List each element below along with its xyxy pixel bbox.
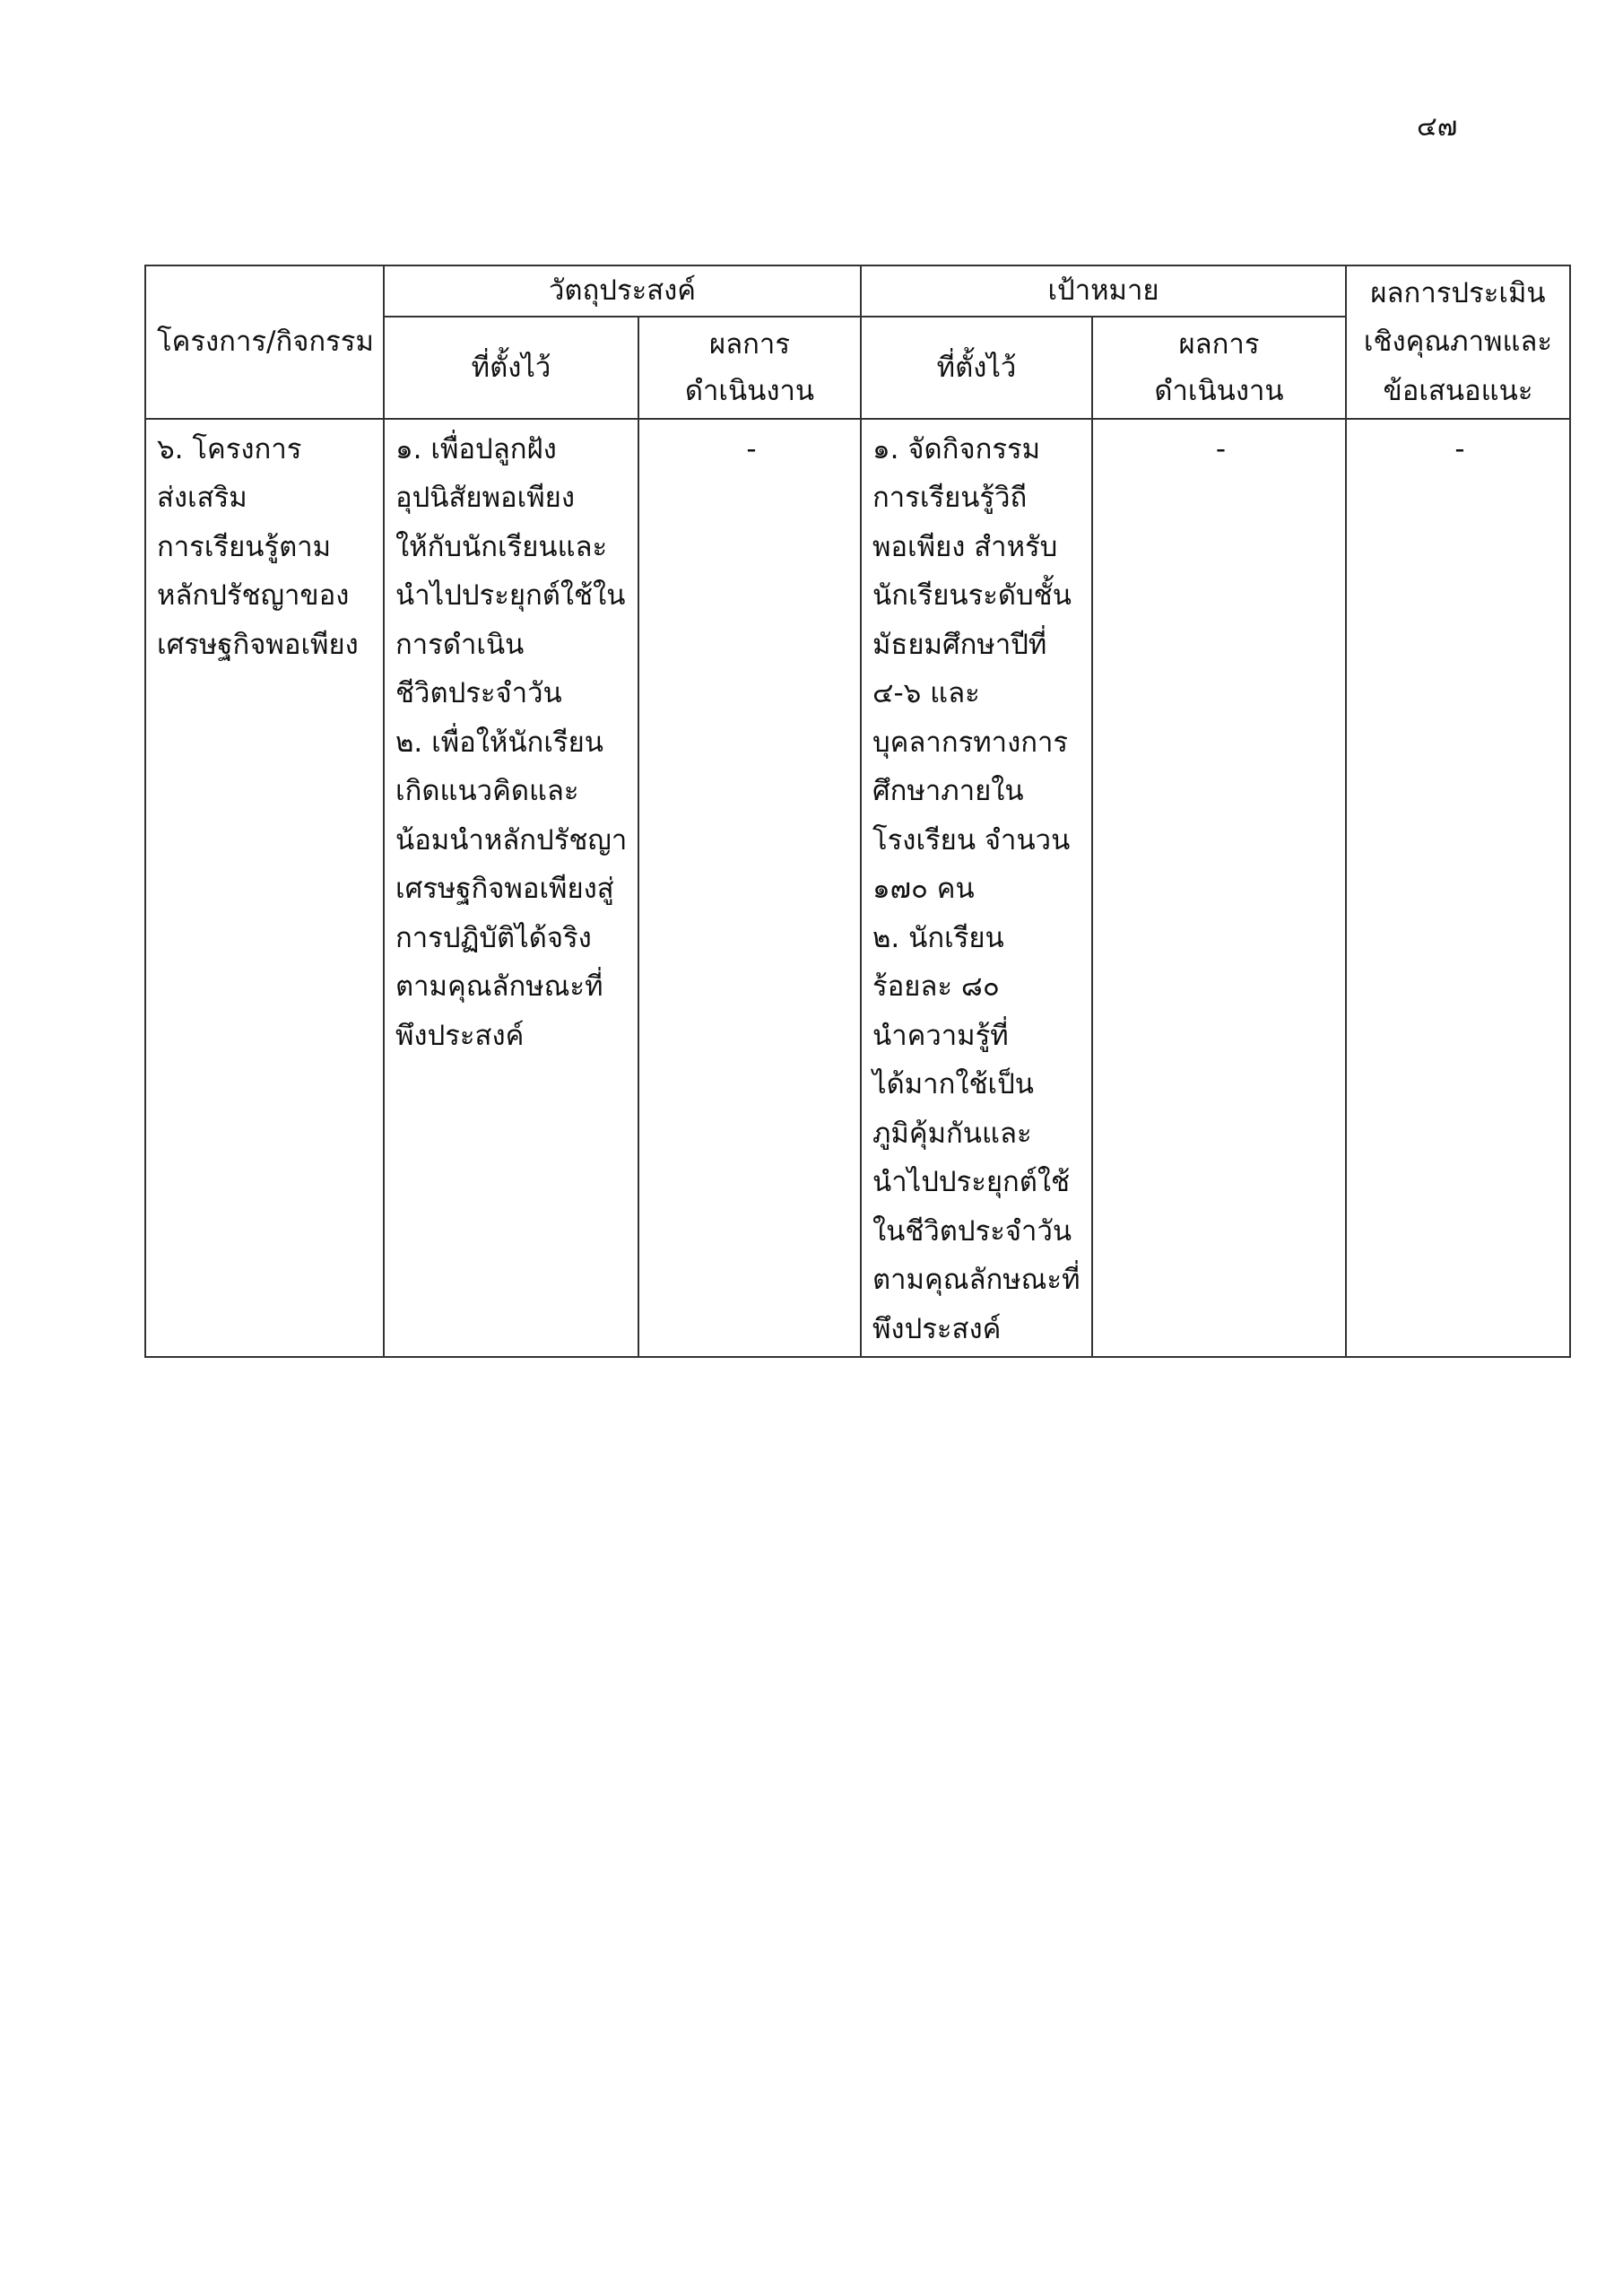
text-line: ๒. นักเรียน — [872, 921, 1004, 954]
text-line: ๔-๖ และ — [872, 677, 980, 709]
text-line: เกิดแนวคิดและ — [395, 775, 579, 807]
cell-project — [145, 419, 384, 1357]
text-line: นำไปประยุกต์ใช้ใน — [395, 579, 626, 612]
header-objective-set: ที่ตั้งไว้ — [384, 317, 638, 419]
text-line: ได้มากใช้เป็น — [872, 1068, 1034, 1100]
text-line: ตามคุณลักษณะที่ — [395, 970, 603, 1003]
text-line: ร้อยละ ๘๐ — [872, 970, 1000, 1003]
text-line: ผลการ — [1178, 327, 1260, 361]
text-line: การปฏิบัติได้จริง — [395, 921, 592, 954]
text-line: น้อมนำหลักปรัชญา — [395, 823, 628, 857]
text-line: มัธยมศึกษาปีที่ — [872, 628, 1047, 661]
project-evaluation-table — [144, 265, 1571, 1358]
header-project: โครงการ/กิจกรรม — [145, 265, 384, 419]
text-line: การเรียนรู้วิถี — [872, 482, 1028, 514]
text-line: นักเรียนระดับชั้น — [872, 579, 1072, 612]
header-target-result — [1092, 317, 1346, 419]
header-target: เป้าหมาย — [861, 265, 1346, 317]
text-line: ข้อเสนอแนะ — [1383, 374, 1533, 407]
text-line: ผลการประเมิน — [1370, 276, 1546, 309]
header-objective-result — [638, 317, 861, 419]
header-target-result-lines — [1093, 321, 1345, 414]
text-line: อุปนิสัยพอเพียง — [395, 482, 575, 514]
header-evaluation — [1346, 265, 1570, 419]
page-number: ๔๗ — [1417, 111, 1458, 143]
text-line: ในชีวิตประจำวัน — [872, 1214, 1072, 1248]
text-line: ดำเนินงาน — [684, 374, 815, 407]
target-set-lines — [872, 425, 1084, 1354]
text-line: ศึกษาภายใน — [872, 775, 1024, 807]
header-target-set: ที่ตั้งไว้ — [861, 317, 1092, 419]
text-line: นำไปประยุกต์ใช้ — [872, 1166, 1071, 1198]
text-line: โรงเรียน จำนวน — [872, 823, 1071, 857]
text-line: บุคลากรทางการ — [872, 726, 1069, 759]
header-objective-result-lines — [639, 321, 860, 414]
table-row — [145, 419, 1570, 1357]
objective-set-lines — [395, 425, 630, 1061]
cell-evaluation: - — [1346, 419, 1570, 1357]
text-line: ชีวิตประจำวัน — [395, 677, 562, 709]
text-line: ดำเนินงาน — [1154, 374, 1284, 407]
text-line: ๑. จัดกิจกรรม — [872, 432, 1041, 465]
cell-objective-set — [384, 419, 638, 1357]
text-line: นำความรู้ที่ — [872, 1019, 1009, 1052]
header-objective: วัตถุประสงค์ — [384, 265, 861, 317]
text-line: ส่งเสริม — [157, 482, 247, 514]
text-line: การเรียนรู้ตาม — [157, 530, 332, 563]
text-line: ผลการ — [709, 327, 790, 361]
text-line: ภูมิคุ้มกันและ — [872, 1117, 1032, 1150]
text-line: พึงประสงค์ — [395, 1019, 525, 1052]
text-line: ๖. โครงการ — [157, 432, 302, 465]
text-line: ๑. เพื่อปลูกฝัง — [395, 432, 557, 465]
text-line: ๑๗๐ คน — [872, 873, 975, 905]
header-evaluation-lines — [1347, 269, 1569, 416]
cell-target-set — [861, 419, 1092, 1357]
cell-target-result: - — [1092, 419, 1346, 1357]
text-line: เศรษฐกิจพอเพียงสู่ — [395, 873, 614, 905]
text-line: พึงประสงค์ — [872, 1312, 1002, 1345]
text-line: เชิงคุณภาพและ — [1363, 326, 1553, 358]
cell-objective-result: - — [638, 419, 861, 1357]
project-lines — [157, 425, 376, 670]
text-line: การดำเนิน — [395, 628, 525, 661]
text-line: ให้กับนักเรียนและ — [395, 530, 608, 563]
text-line: ตามคุณลักษณะที่ — [872, 1264, 1081, 1296]
text-line: หลักปรัชญาของ — [157, 579, 350, 612]
text-line: พอเพียง สำหรับ — [872, 530, 1058, 563]
text-line: เศรษฐกิจพอเพียง — [157, 628, 359, 661]
text-line: ๒. เพื่อให้นักเรียน — [395, 726, 603, 759]
